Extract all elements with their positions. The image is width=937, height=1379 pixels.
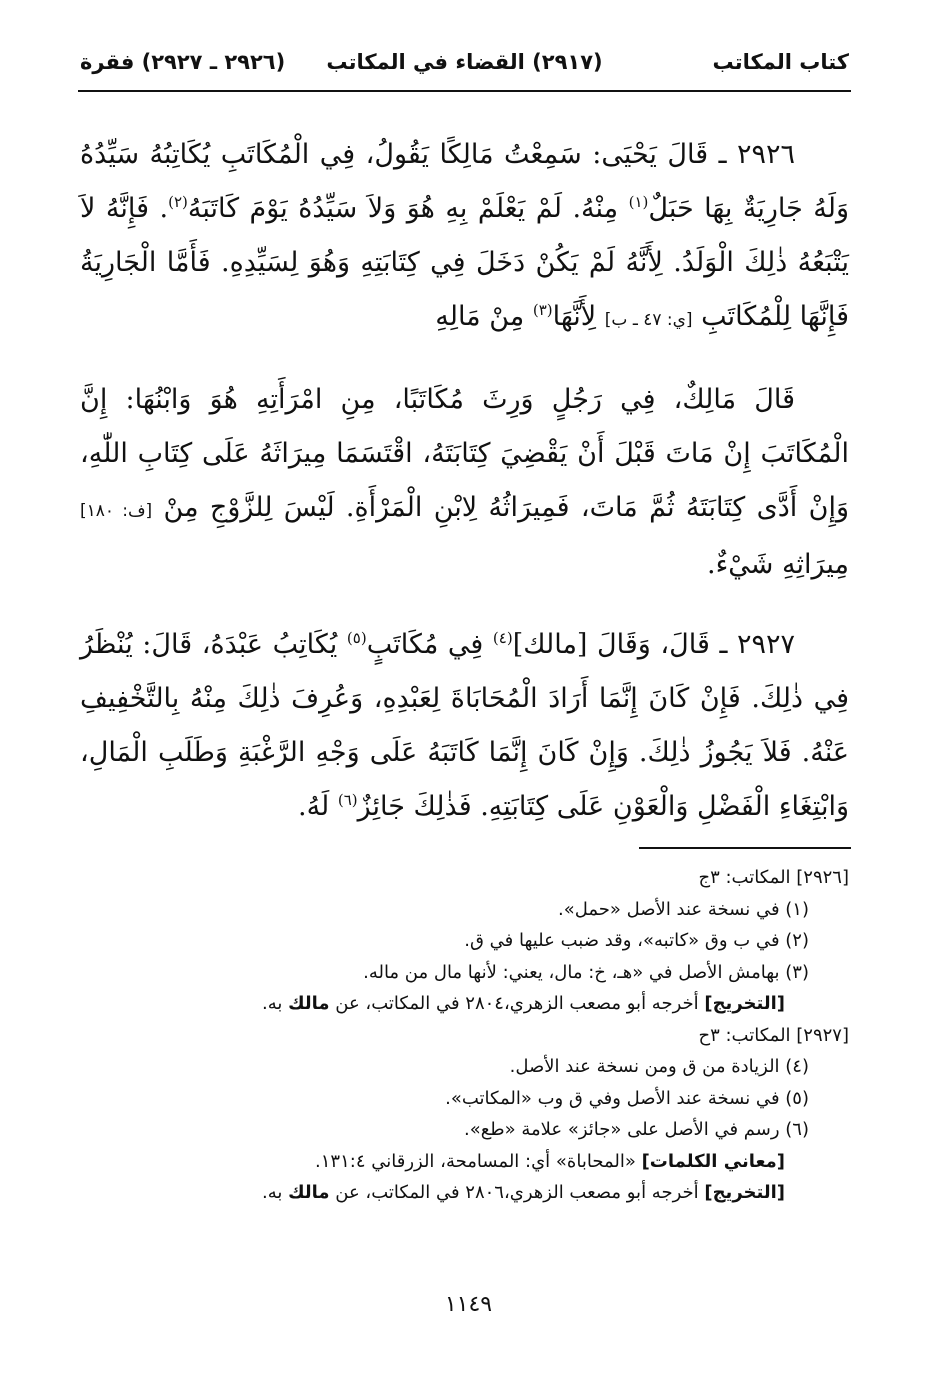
footnote-section-2926: [٢٩٢٦] المكاتب: ٣ج	[698, 867, 849, 888]
footnote-ref-6[interactable]: (٦)	[337, 791, 358, 809]
footnote-section-2927: [٢٩٢٧] المكاتب: ٣ح	[698, 1024, 849, 1046]
footnote-5: (٥) في نسخة عند الأصل وفي ق وب «المكاتب».	[445, 1087, 809, 1109]
takhrij-2926: [التخريج] أخرجه أبو مصعب الزهري،٢٨٠٤ في المكاتب، عن مالك به.	[262, 993, 785, 1014]
paragraph-range: (٢٩٢٦ ـ ٢٩٢٧) فقرة	[80, 50, 286, 74]
paragraph-malik-saying: قَالَ مَالِكٌ، فِي رَجُلٍ وَرِثَ مُكَاتَبًا، مِنِ امْرَأَتِهِ هُوَ وَابْنُهَا: إِنَّ الْمُكَاتَبَ إِنْ مَاتَ قَبْلَ أَنْ يَقْضِيَ كِتَابَتَهُ، اقْتَسَمَا مِيرَاثَهُ عَلَى كِتَابِ اللّٰهِ، وَإِنْ أَدَّى كِتَابَتَهُ ثُمَّ مَاتَ، فَمِيرَاثُهُ لِابْنِ الْمَرْأَةِ. لَيْسَ لِلزَّوْجِ مِنْ [ف: ١٨٠] مِيرَاثِهِ شَيْءٌ.	[80, 384, 849, 580]
chapter-title: (٢٩١٧) القضاء في المكاتب	[326, 50, 603, 74]
footnote-ref-3[interactable]: (٣)	[532, 301, 553, 319]
manuscript-ref: [ف: ١٨٠]	[80, 501, 153, 521]
takhrij-label: [التخريج]	[704, 993, 785, 1014]
word-meanings: [معاني الكلمات] «المحاباة» أي: المسامحة، الزرقاني ١٣١:٤.	[315, 1150, 785, 1172]
paragraph-2927: ٢٩٢٧ ـ قَالَ، وَقَالَ [مالك]$^{(٤)}$ فِي مُكَاتَبٍ$^{(٥)}$ يُكَاتِبُ عَبْدَهُ، قَالَ: يُنْظَرُ فِي ذٰلِكَ. فَإِنْ كَانَ إِنَّمَا أَرَادَ الْمُحَابَاةَ لِعَبْدِهِ، وَعُرِفَ ذٰلِكَ مِنْهُ بِالتَّخْفِيفِ عَنْهُ. فَلاَ يَجُوزُ ذٰلِكَ. وَإِنْ كَانَ إِنَّمَا كَاتَبَهُ عَلَى وَجْهِ الرَّغْبَةِ وَطَلَبِ الْمَالِ، وَابْتِغَاءِ الْفَضْلِ وَالْعَوْنِ عَلَى كِتَابَتِهِ. فَذٰلِكَ جَائِزٌ$^{(٦)}$ لَهُ.	[80, 629, 849, 822]
footnotes	[80, 862, 849, 1209]
takhrij-2927: [التخريج] أخرجه أبو مصعب الزهري،٢٨٠٦ في المكاتب، عن مالك به.	[262, 1182, 785, 1203]
footnote-4: (٤) الزيادة من ق ومن نسخة عند الأصل.	[509, 1056, 809, 1077]
main-text	[80, 128, 849, 860]
book-title: كتاب المكاتب	[712, 50, 849, 74]
footnote-6: (٦) رسم في الأصل على «جائز» علامة «طع».	[463, 1119, 809, 1140]
running-header	[80, 50, 849, 88]
footnote-ref-4[interactable]: (٤)	[492, 629, 513, 647]
word-meanings-label: [معاني الكلمات]	[641, 1150, 785, 1172]
takhrij-label: [التخريج]	[704, 1182, 785, 1203]
page-number: ١١٤٩	[444, 1292, 493, 1317]
footnote-3: (٣) بهامش الأصل في «هـ، خ: مال، يعني: لأنها مال من ماله.	[363, 961, 809, 983]
footnote-divider	[639, 847, 851, 849]
footnote-ref-2[interactable]: (٢)	[168, 193, 188, 211]
footnote-ref-5[interactable]: (٥)	[346, 629, 367, 647]
paragraph-2926: ٢٩٢٦ ـ قَالَ يَحْيَى: سَمِعْتُ مَالِكًا يَقُولُ، فِي الْمُكَاتَبِ يُكَاتِبُهُ سَيِّدُهُ وَلَهُ جَارِيَةٌ بِهَا حَبَلٌ$^{(١)}$ مِنْهُ. لَمْ يَعْلَمْ بِهِ هُوَ وَلاَ سَيِّدُهُ يَوْمَ كَاتَبَهُ$^{(٢)}$. فَإِنَّهُ لاَ يَتْبَعُهُ ذٰلِكَ الْوَلَدُ. لِأَنَّهُ لَمْ يَكُنْ دَخَلَ فِي كِتَابَتِهِ وَهُوَ لِسَيِّدِهِ. فَأَمَّا الْجَارِيَةُ فَإِنَّهَا لِلْمُكَاتَبِ [ي: ٤٧ ـ ب] لِأَنَّهَا$^{(٣)}$ مِنْ مَالِهِ	[80, 139, 850, 332]
footnote-2: (٢) في ب وق «كاتبه»، وقد ضبب عليها في ق.	[464, 930, 809, 951]
footnote-ref-1[interactable]: (١)	[628, 193, 649, 211]
manuscript-ref: [ي: ٤٧ ـ ب]	[604, 310, 693, 330]
footnote-1: (١) في نسخة عند الأصل «حمل».	[558, 898, 809, 920]
header-divider	[78, 90, 851, 92]
